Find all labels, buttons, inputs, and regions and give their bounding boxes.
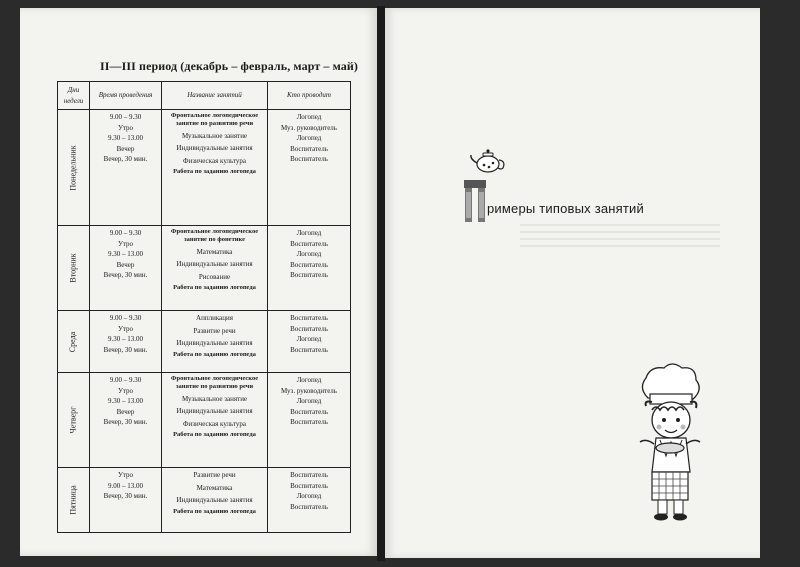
section-title bbox=[464, 146, 704, 224]
day-cell bbox=[58, 110, 90, 226]
section-title-rest: римеры типовых занятий bbox=[487, 201, 644, 216]
who-cell bbox=[268, 110, 351, 226]
time-text: Вечер, 30 мин. bbox=[103, 271, 148, 279]
who-text: Логопед bbox=[296, 397, 322, 405]
day-cell bbox=[58, 226, 90, 311]
activity-text: Развитие речи bbox=[193, 326, 236, 335]
activity-text: Индивидуальные занятия bbox=[176, 339, 253, 347]
activity-text: Рисование bbox=[198, 272, 231, 281]
who-text: Воспитатель bbox=[290, 471, 328, 479]
day-name: Вторник bbox=[68, 253, 78, 283]
faint-bleedthrough bbox=[520, 224, 720, 252]
time-text: 9.00 – 9.30 bbox=[109, 229, 142, 237]
activity-text: Индивидуальные занятия bbox=[176, 260, 253, 269]
who-text: Логопед bbox=[296, 250, 322, 258]
who-cell bbox=[268, 311, 351, 373]
activity-text: Работа по заданию логопеда bbox=[173, 431, 256, 439]
activity-text: Индивидуальные занятия bbox=[176, 144, 253, 153]
activity-cell bbox=[162, 110, 268, 226]
time-text: 9.30 – 13.00 bbox=[108, 397, 143, 405]
teapot-icon bbox=[468, 146, 508, 176]
decorative-initial bbox=[464, 180, 486, 222]
day-name: Среда bbox=[68, 331, 78, 352]
activity-text: Математика bbox=[196, 483, 233, 492]
who-text: Логопед bbox=[296, 134, 322, 142]
time-cell bbox=[90, 373, 162, 468]
activity-text: Работа по заданию логопеда bbox=[173, 350, 256, 358]
time-text: 9.00 – 9.30 bbox=[109, 314, 142, 322]
activity-cell bbox=[162, 226, 268, 311]
day-name: Четверг bbox=[68, 406, 78, 434]
time-text: 9.30 – 13.00 bbox=[108, 134, 143, 142]
activity-cell bbox=[162, 311, 268, 373]
who-text: Муз. руководитель bbox=[281, 123, 337, 132]
time-cell bbox=[90, 311, 162, 373]
who-text: Воспитатель bbox=[290, 345, 328, 354]
time-text: 9.30 – 13.00 bbox=[108, 250, 143, 258]
table-row bbox=[58, 226, 351, 311]
time-text: 9.00 – 9.30 bbox=[109, 376, 142, 384]
activity-text: Аппликация bbox=[196, 314, 233, 322]
day-cell bbox=[58, 311, 90, 373]
time-text: 9.30 – 13.00 bbox=[108, 335, 143, 343]
who-text: Воспитатель bbox=[290, 502, 328, 511]
time-text: Утро bbox=[117, 386, 134, 395]
who-text: Воспитатель bbox=[290, 418, 328, 426]
book-gutter bbox=[377, 6, 385, 561]
who-cell bbox=[268, 226, 351, 311]
who-text: Логопед bbox=[296, 376, 322, 384]
time-text: Вечер, 30 мин. bbox=[103, 155, 148, 163]
time-cell bbox=[90, 110, 162, 226]
time-cell bbox=[90, 226, 162, 311]
activity-text: Фронтальное логопедическое занятие по фонетике bbox=[170, 228, 259, 244]
who-text: Логопед bbox=[296, 492, 322, 500]
activity-text: Музыкальное занятие bbox=[181, 394, 248, 403]
activity-cell bbox=[162, 468, 268, 533]
who-text: Воспитатель bbox=[290, 155, 328, 163]
activity-text: Фронтальное логопедическое занятие по развитию речи bbox=[170, 375, 259, 391]
time-text: Утро bbox=[117, 123, 134, 132]
day-cell bbox=[58, 373, 90, 468]
chef-boy-illustration bbox=[630, 360, 710, 525]
time-text: Вечер, 30 мин. bbox=[103, 345, 148, 354]
who-text: Логопед bbox=[296, 335, 322, 343]
time-text: Вечер bbox=[116, 144, 135, 153]
table-row bbox=[58, 110, 351, 226]
section-title-text bbox=[487, 201, 644, 216]
who-text: Логопед bbox=[296, 229, 322, 237]
activity-text: Индивидуальные занятия bbox=[176, 496, 253, 504]
activity-text: Работа по заданию логопеда bbox=[173, 507, 256, 515]
activity-cell bbox=[162, 373, 268, 468]
who-text: Воспитатель bbox=[290, 144, 328, 153]
time-text: 9.00 – 13.00 bbox=[108, 481, 143, 490]
who-text: Логопед bbox=[296, 113, 322, 121]
time-text: Вечер, 30 мин. bbox=[103, 492, 148, 500]
activity-text: Фронтальное логопедическое занятие по развитию речи bbox=[170, 112, 259, 128]
time-text: Вечер bbox=[116, 407, 135, 416]
who-text: Муз. руководитель bbox=[281, 386, 337, 395]
time-text: Вечер, 30 мин. bbox=[103, 418, 148, 426]
who-text: Воспитатель bbox=[290, 324, 328, 333]
activity-text: Математика bbox=[196, 247, 233, 256]
time-text: Утро bbox=[117, 239, 134, 248]
column-header: Время проведения bbox=[90, 82, 162, 110]
day-name: Понедельник bbox=[68, 144, 78, 191]
column-header: Кто проводит bbox=[268, 82, 351, 110]
table-row bbox=[58, 311, 351, 373]
column-header: Название занятий bbox=[162, 82, 268, 110]
activity-text: Работа по заданию логопеда bbox=[173, 168, 256, 176]
activity-text: Индивидуальные занятия bbox=[176, 407, 253, 416]
who-text: Воспитатель bbox=[290, 314, 328, 322]
who-text: Воспитатель bbox=[290, 271, 328, 279]
day-cell bbox=[58, 468, 90, 533]
who-text: Воспитатель bbox=[290, 260, 328, 269]
activity-text: Работа по заданию логопеда bbox=[173, 284, 256, 292]
time-text: Вечер bbox=[116, 260, 135, 269]
who-cell bbox=[268, 468, 351, 533]
who-text: Воспитатель bbox=[290, 407, 328, 416]
time-text: 9.00 – 9.30 bbox=[109, 113, 142, 121]
table-header-row bbox=[58, 82, 351, 110]
column-header: Дни недели bbox=[58, 82, 90, 110]
time-cell bbox=[90, 468, 162, 533]
schedule-heading: II—III период (декабрь – февраль, март – май) bbox=[100, 59, 359, 73]
table-row bbox=[58, 373, 351, 468]
who-text: Воспитатель bbox=[290, 239, 328, 248]
time-text: Утро bbox=[117, 324, 134, 333]
activity-text: Развитие речи bbox=[193, 471, 236, 479]
activity-text: Музыкальное занятие bbox=[181, 131, 248, 140]
activity-text: Физическая культура bbox=[182, 419, 247, 428]
who-text: Воспитатель bbox=[290, 481, 328, 490]
table-row bbox=[58, 468, 351, 533]
time-text: Утро bbox=[117, 471, 134, 479]
who-cell bbox=[268, 373, 351, 468]
day-name: Пятница bbox=[68, 485, 78, 515]
schedule-table bbox=[57, 81, 351, 533]
activity-text: Физическая культура bbox=[182, 156, 247, 165]
